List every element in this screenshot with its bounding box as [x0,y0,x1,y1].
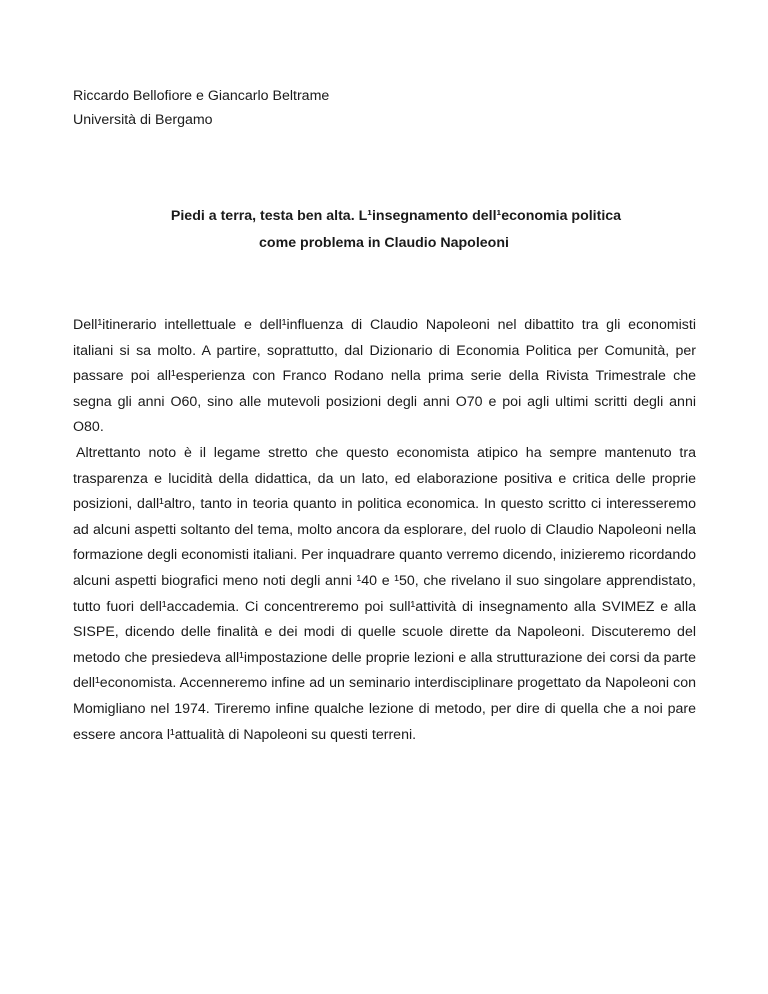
document-body [73,313,696,748]
authors-line: Riccardo Bellofiore e Giancarlo Beltrame [73,88,330,104]
title-line-1: Piedi a terra, testa ben alta. L¹insegnamento dell¹economia politica [170,208,622,224]
affiliation-line: Università di Bergamo [73,112,213,128]
body-paragraph-2: Altrettanto noto è il legame stretto che questo economista atipico ha sempre mantenuto tra trasparenza e lucidità della didattica, da un lato, ed elaborazione positiva e critica delle proprie posizioni, dall¹altro, tanto in teoria quanto in politica economica. In questo scritto ci interesseremo ad alcuni aspetti soltanto del tema, molto ancora da esplorare, del ruolo di Claudio Napoleoni nella formazione degli economisti italiani. Per inquadrare quanto verremo dicendo, inizieremo ricordando alcuni aspetti biografici meno noti degli anni ¹40 e ¹50, che rivelano il suo singolare apprendistato, tutto fuori dell¹accademia. Ci concentreremo poi sull¹attività di insegnamento alla SVIMEZ e alla SISPE, dicendo delle finalità e dei modi di quelle scuole dirette da Napoleoni. Discuteremo del metodo che presiedeva all¹impostazione delle proprie lezioni e alla strutturazione dei corsi da parte dell¹economista. Accenneremo infine ad un seminario interdisciplinare progettato da Napoleoni con Momigliano nel 1974. Tireremo infine qualche lezione di metodo, per dire di quella che a noi pare essere ancora l¹attualità di Napoleoni su questi terreni. [73,444,696,743]
document-title [0,203,768,257]
body-paragraph-1: Dell¹itinerario intellettuale e dell¹influenza di Claudio Napoleoni nel dibattito tra gli economisti italiani si sa molto. A partire, soprattutto, dal Dizionario di Economia Politica per Comunità, per passare poi all¹esperienza con Franco Rodano nella prima serie della Rivista Trimestrale che segna gli anni O60, sino alle mutevoli posizioni degli anni O70 e poi agli ultimi scritti degli anni O80. [73,317,696,436]
title-line-2: come problema in Claudio Napoleoni [259,235,509,251]
author-block [73,84,329,132]
